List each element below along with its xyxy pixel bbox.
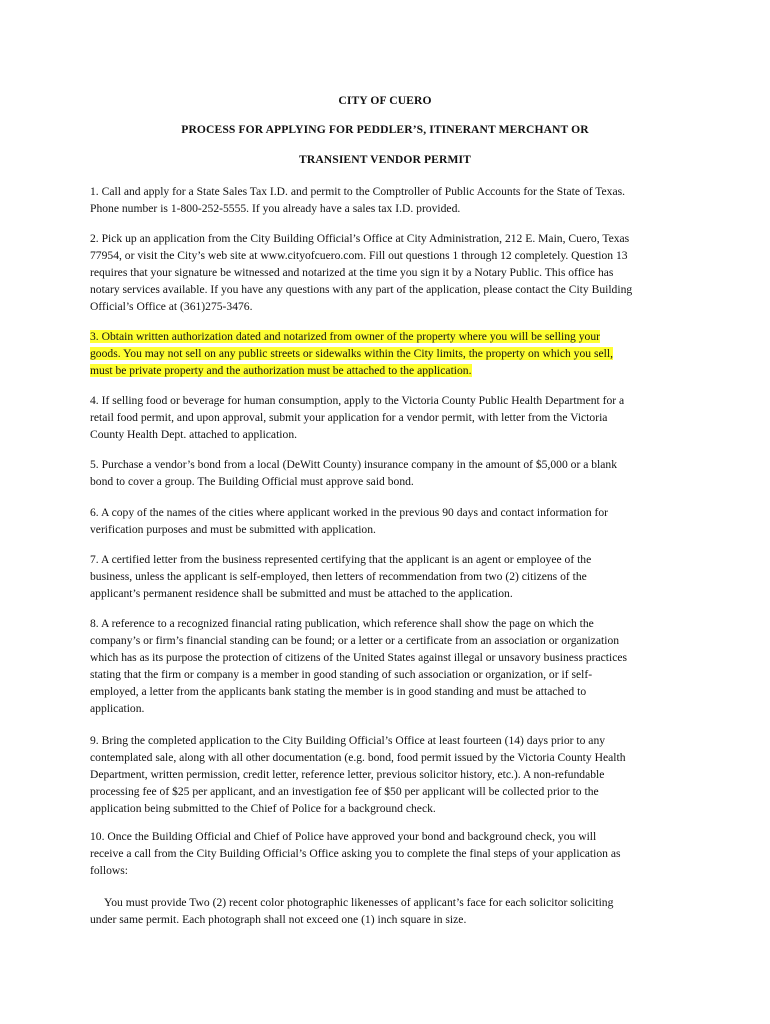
paragraph-line: application being submitted to the Chief of Police for a background check.	[90, 802, 436, 815]
paragraph-step-9	[90, 732, 690, 817]
highlighted-line: 3. Obtain written authorization dated and notarized from owner of the property where you will be selling your	[90, 330, 600, 343]
paragraph-line: requires that your signature be witnessed and notarized at the time you sign it by a Notary Public. This office has	[90, 266, 614, 279]
paragraph-line: processing fee of $25 per applicant, and an investigation fee of $50 per applicant will be collected prior to the	[90, 785, 599, 798]
paragraph-line: 10. Once the Building Official and Chief of Police have approved your bond and background check, you will	[90, 830, 597, 843]
paragraph-line: verification purposes and must be submitted with application.	[90, 523, 376, 536]
paragraph-line: You must provide Two (2) recent color photographic likenesses of applicant’s face for each solicitor soliciting	[104, 896, 614, 909]
paragraph-line: 77954, or visit the City’s web site at www.cityofcuero.com. Fill out questions 1 through 12 completely. Question 13	[90, 249, 628, 262]
paragraph-line: 7. A certified letter from the business represented certifying that the applicant is an agent or employee of the	[90, 553, 592, 566]
document-title-city: CITY OF CUERO	[338, 94, 432, 107]
paragraph-line: 1. Call and apply for a State Sales Tax I.D. and permit to the Comptroller of Public Accounts for the State of Texas.	[90, 185, 626, 198]
paragraph-line: 6. A copy of the names of the cities where applicant worked in the previous 90 days and contact information for	[90, 506, 609, 519]
document-title-process: PROCESS FOR APPLYING FOR PEDDLER’S, ITINERANT MERCHANT OR	[181, 123, 589, 136]
paragraph-photograph-requirement	[90, 894, 690, 928]
paragraph-line: employed, a letter from the applicants bank stating the member is in good standing and must be attached to	[90, 685, 587, 698]
paragraph-line: receive a call from the City Building Official’s Office asking you to complete the final steps of your application as	[90, 847, 621, 860]
paragraph-step-8	[90, 615, 690, 717]
paragraph-step-5	[90, 456, 690, 490]
paragraph-line: Phone number is 1-800-252-5555. If you already have a sales tax I.D. provided.	[90, 202, 461, 215]
paragraph-line: notary services available. If you have any questions with any part of the application, please contact the City Building	[90, 283, 633, 296]
paragraph-step-7	[90, 551, 690, 602]
paragraph-line: 5. Purchase a vendor’s bond from a local (DeWitt County) insurance company in the amount of $5,000 or a blank	[90, 458, 618, 471]
paragraph-line: business, unless the applicant is self-employed, then letters of recommendation from two (2) citizens of the	[90, 570, 587, 583]
paragraph-line: follows:	[90, 864, 129, 877]
paragraph-line: County Health Dept. attached to application.	[90, 428, 298, 441]
paragraph-line: 9. Bring the completed application to the City Building Official’s Office at least fourteen (14) days prior to any	[90, 734, 606, 747]
paragraph-line: Department, written permission, credit letter, reference letter, previous solicitor history, etc.). A non-refundable	[90, 768, 605, 781]
paragraph-line: bond to cover a group. The Building Official must approve said bond.	[90, 475, 414, 488]
paragraph-step-6	[90, 504, 690, 538]
paragraph-step-1	[90, 183, 690, 217]
highlighted-line: must be private property and the authorization must be attached to the application.	[90, 364, 472, 377]
paragraph-line: company’s or firm’s financial standing can be found; or a letter or a certificate from an association or organization	[90, 634, 620, 647]
paragraph-line: stating that the firm or company is a member in good standing of such association or organization, or if self-	[90, 668, 593, 681]
paragraph-step-10	[90, 828, 690, 879]
highlighted-line: goods. You may not sell on any public streets or sidewalks within the City limits, the property on which you sell,	[90, 347, 613, 360]
paragraph-line: Official’s Office at (361)275-3476.	[90, 300, 253, 313]
paragraph-line: applicant’s permanent residence shall be submitted and must be attached to the application.	[90, 587, 513, 600]
paragraph-line: contemplated sale, along with all other documentation (e.g. bond, food permit issued by the Victoria County Health	[90, 751, 626, 764]
paragraph-line: 2. Pick up an application from the City Building Official’s Office at City Administration, 212 E. Main, Cuero, Texas	[90, 232, 630, 245]
paragraph-line: 4. If selling food or beverage for human consumption, apply to the Victoria County Public Health Department for a	[90, 394, 625, 407]
paragraph-step-3-highlighted	[90, 328, 690, 379]
paragraph-step-4	[90, 392, 690, 443]
paragraph-line: 8. A reference to a recognized financial rating publication, which reference shall show the page on which the	[90, 617, 594, 630]
paragraph-line: which has as its purpose the protection of citizens of the United States against illegal or unsavory business practices	[90, 651, 628, 664]
paragraph-step-2	[90, 230, 690, 315]
paragraph-line: application.	[90, 702, 145, 715]
paragraph-line: retail food permit, and upon approval, submit your application for a vendor permit, with letter from the Victoria	[90, 411, 608, 424]
paragraph-line: under same permit. Each photograph shall not exceed one (1) inch square in size.	[90, 913, 467, 926]
document-title-permit: TRANSIENT VENDOR PERMIT	[299, 153, 471, 166]
